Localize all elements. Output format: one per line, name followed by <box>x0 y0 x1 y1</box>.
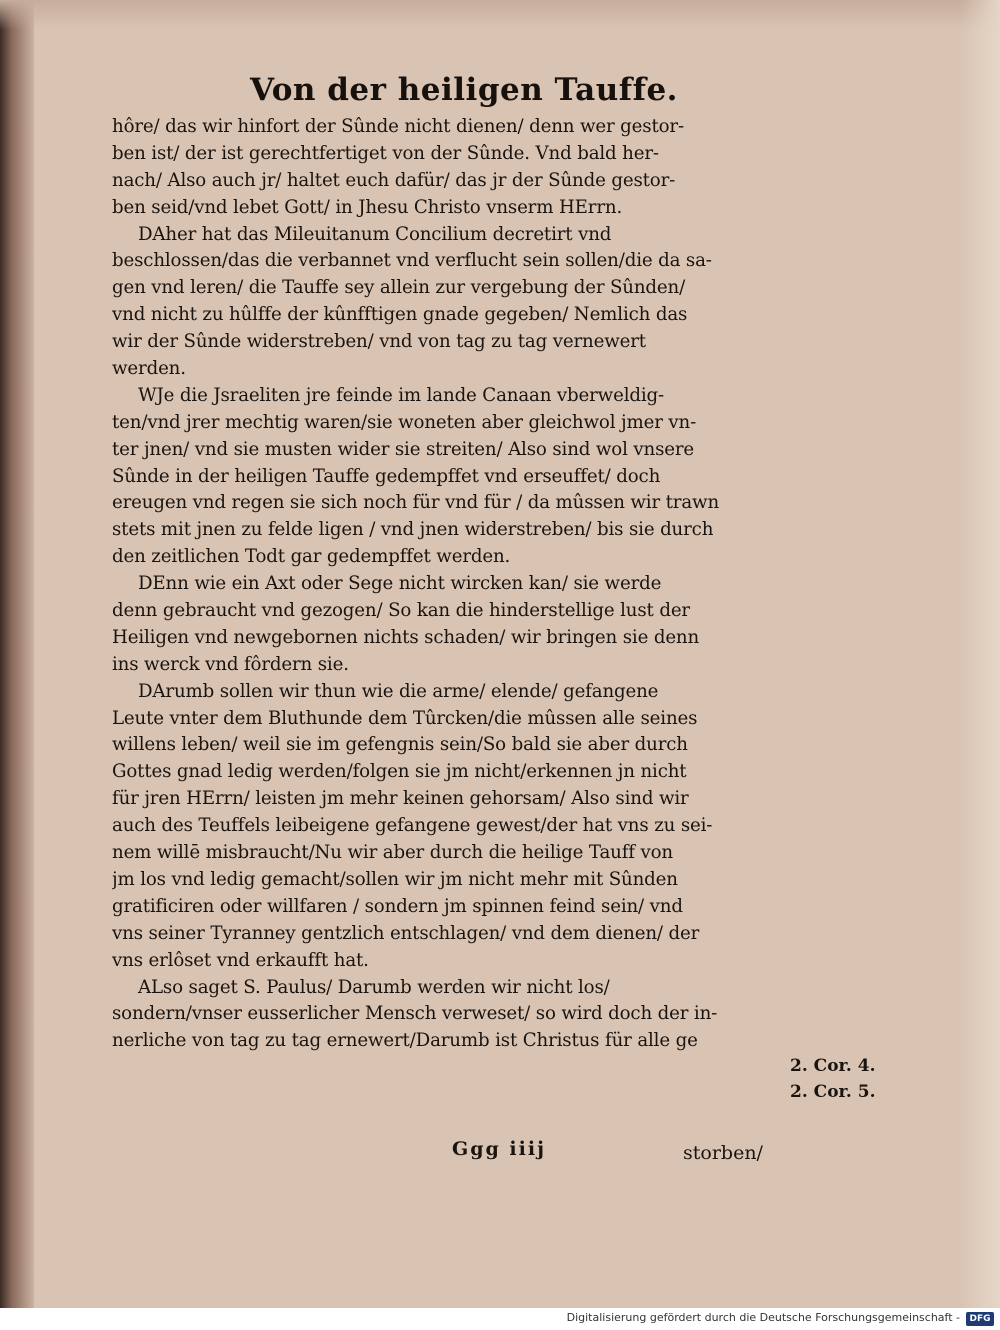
footer-bar <box>0 1308 1000 1330</box>
signature-mark: Ggg iiij <box>452 1138 546 1160</box>
dfg-logo-icon: DFG <box>966 1312 994 1326</box>
text-line: nerliche von tag zu tag ernewert/Darumb ist Christus für alle ge <box>112 1030 698 1052</box>
catchword: storben/ <box>683 1142 763 1164</box>
text-line: DArumb sollen wir thun wie die arme/ elende/ gefangene <box>138 680 659 702</box>
text-line: vnd nicht zu hûlffe der kûnfftigen gnade gegeben/ Nemlich das <box>112 304 688 326</box>
text-line: WJe die Jsraeliten jre feinde im lande Canaan vberweldig- <box>138 384 665 406</box>
text-line: Gottes gnad ledig werden/folgen sie jm nicht/erkennen jn nicht <box>112 761 687 783</box>
text-line: sondern/vnser eusserlicher Mensch verweset/ so wird doch der in- <box>112 1003 718 1025</box>
text-line: denn gebraucht vnd gezogen/ So kan die hinderstellige lust der <box>112 600 690 622</box>
text-line: beschlossen/das die verbannet vnd verflucht sein sollen/die da sa- <box>112 250 712 272</box>
text-line: ter jnen/ vnd sie musten wider sie streiten/ Also sind wol vnsere <box>112 438 695 460</box>
page-gutter-shadow <box>0 0 34 1308</box>
text-line: DAher hat das Mileuitanum Concilium decretirt vnd <box>138 223 612 245</box>
text-line: nach/ Also auch jr/ haltet euch dafür/ das jr der Sûnde gestor- <box>112 169 676 191</box>
running-title: Von der heiligen Tauffe. <box>250 72 678 108</box>
text-line: vns seiner Tyranney gentzlich entschlagen/ vnd dem dienen/ der <box>112 922 700 944</box>
page-top-shadow <box>0 0 1000 30</box>
text-line: Leute vnter dem Bluthunde dem Tûrcken/die mûssen alle seines <box>112 707 698 729</box>
text-line: ben seid/vnd lebet Gott/ in Jhesu Christo vnserm HErrn. <box>112 196 623 218</box>
text-line: stets mit jnen zu felde ligen / vnd jnen widerstreben/ bis sie durch <box>112 519 714 541</box>
margin-note-2: 2. Cor. 5. <box>790 1082 876 1102</box>
text-line: Sûnde in der heiligen Tauffe gedempffet vnd erseuffet/ doch <box>112 465 661 487</box>
text-line: ten/vnd jrer mechtig waren/sie woneten aber gleichwol jmer vn- <box>112 411 697 433</box>
text-line: gen vnd leren/ die Tauffe sey allein zur vergebung der Sûnden/ <box>112 277 686 299</box>
text-line: willens leben/ weil sie im gefengnis sein/So bald sie aber durch <box>112 734 688 756</box>
text-line: jm los vnd ledig gemacht/sollen wir jm nicht mehr mit Sûnden <box>112 868 678 890</box>
text-line: DEnn wie ein Axt oder Sege nicht wircken kan/ sie werde <box>138 573 662 595</box>
text-line: hôre/ das wir hinfort der Sûnde nicht dienen/ denn wer gestor- <box>112 116 684 137</box>
text-line: ereugen vnd regen sie sich noch für vnd für / da mûssen wir trawn <box>112 492 720 514</box>
text-line: für jren HErrn/ leisten jm mehr keinen gehorsam/ Also sind wir <box>112 788 689 810</box>
text-line: werden. <box>112 358 186 380</box>
page-edge-highlight <box>960 0 1000 1308</box>
text-line: den zeitlichen Todt gar gedempffet werden. <box>112 546 511 568</box>
text-line: wir der Sûnde widerstreben/ vnd von tag zu tag vernewert <box>112 331 646 353</box>
text-line: vns erlôset vnd erkaufft hat. <box>112 949 369 971</box>
text-line: ben ist/ der ist gerechtfertiget von der Sûnde. Vnd bald her- <box>112 142 659 164</box>
text-line: gratificiren oder willfaren / sondern jm spinnen feind sein/ vnd <box>112 895 683 917</box>
margin-note-1: 2. Cor. 4. <box>790 1056 876 1076</box>
margin-notes <box>790 1053 890 1105</box>
text-line: ALso saget S. Paulus/ Darumb werden wir nicht los/ <box>138 976 610 998</box>
text-line: auch des Teuffels leibeigene gefangene gewest/der hat vns zu sei- <box>112 815 713 837</box>
text-line: Heiligen vnd newgebornen nichts schaden/ wir bringen sie denn <box>112 626 700 648</box>
body-text <box>112 114 784 1055</box>
text-line: ins werck vnd fôrdern sie. <box>112 653 349 675</box>
text-line: nem willē misbraucht/Nu wir aber durch die heilige Tauff von <box>112 842 673 864</box>
footer-credit: Digitalisierung gefördert durch die Deutsche Forschungsgemeinschaft - <box>566 1311 960 1324</box>
